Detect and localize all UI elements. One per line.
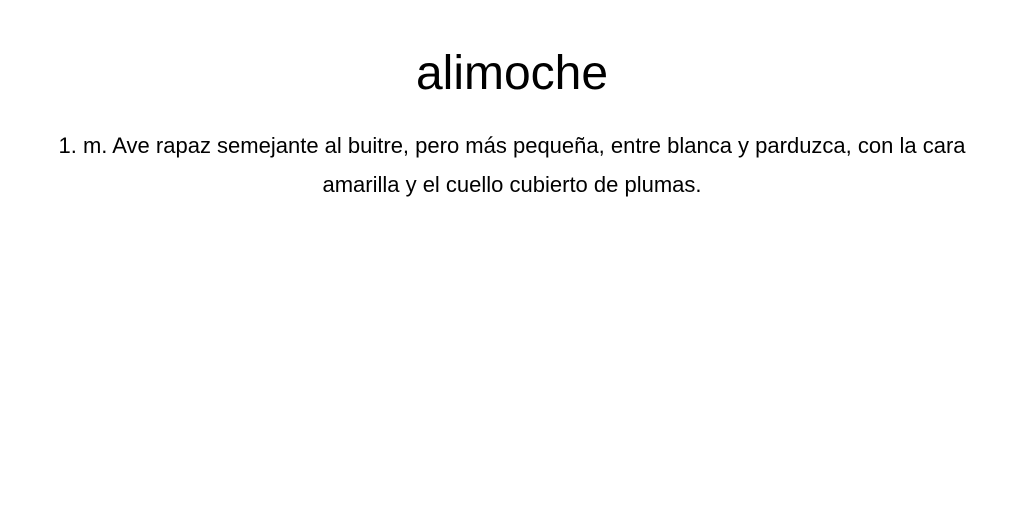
- definition-text: 1. m. Ave rapaz semejante al buitre, pero más pequeña, entre blanca y parduzca, con la cara amarilla y el cuello cubierto de plumas.: [58, 133, 966, 197]
- headword-title: alimoche: [415, 47, 609, 100]
